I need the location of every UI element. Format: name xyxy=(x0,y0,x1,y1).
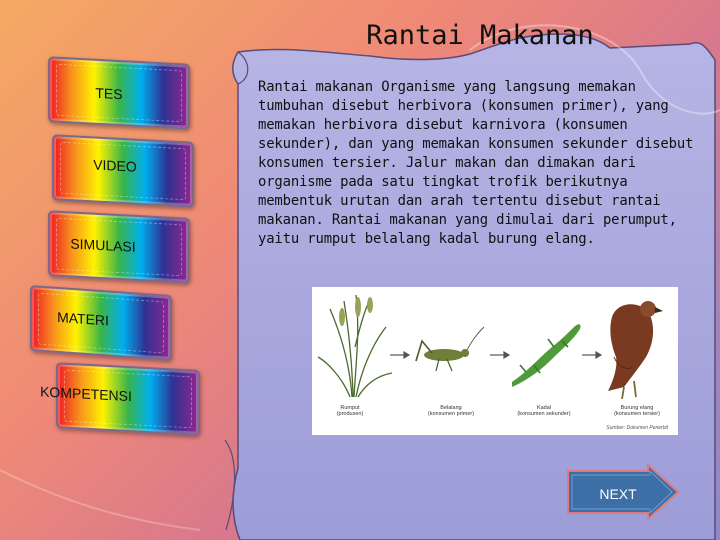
nav-label-simulasi: SIMULASI xyxy=(70,235,136,255)
nav-label-video: VIDEO xyxy=(93,156,137,175)
caption-lizard-name: Kadal xyxy=(536,405,552,411)
grass-illustration xyxy=(318,295,392,397)
next-button[interactable] xyxy=(566,463,680,521)
caption-eagle-name: Burung elang xyxy=(620,405,654,411)
nav-button-video[interactable] xyxy=(52,134,194,207)
arrow-icon xyxy=(390,352,409,358)
grasshopper-illustration xyxy=(416,327,484,371)
body-text: Rantai makanan Organisme yang langsung memakan tumbuhan disebut herbivora (konsumen primer), yang memakan herbivora disebut karnivora (konsumen sekunder), dan yang memakan konsumen sekunder disebut konsumen tersier. Jalur makan dan dimakan dari organisme pada satu tingkat trofik berikutnya membentuk urutan dan arah tertentu disebut rantai makanan. Rantai makanan yang dimulai dari perumput, yaitu rumput belalang kadal burung elang. xyxy=(258,79,694,247)
nav-label-tes: TES xyxy=(95,84,123,103)
caption-lizard xyxy=(506,405,582,417)
caption-grass xyxy=(320,405,380,417)
page-title: Rantai Makanan xyxy=(366,20,594,51)
caption-grasshopper-role: (konsumen primer) xyxy=(427,411,475,417)
nav-label-materi: MATERI xyxy=(57,308,109,329)
arrow-icon xyxy=(490,352,509,358)
caption-eagle xyxy=(602,405,672,417)
caption-eagle-role: (konsumen tersier) xyxy=(614,411,660,417)
caption-grass-name: Rumput xyxy=(340,405,360,411)
nav-button-materi[interactable] xyxy=(30,285,172,361)
caption-grass-role: (produsen) xyxy=(336,411,364,417)
eagle-illustration xyxy=(608,301,663,399)
caption-grasshopper-name: Belalang xyxy=(440,405,462,411)
nav-label-kompetensi: KOMPETENSI xyxy=(40,383,132,405)
nav-button-simulasi[interactable] xyxy=(48,210,190,283)
decorative-swirl xyxy=(0,470,200,530)
arrow-icon xyxy=(582,352,601,358)
figure-source: Sumber: Dokumen Penerbit xyxy=(606,425,668,431)
caption-grasshopper xyxy=(416,405,486,417)
nav-button-tes[interactable] xyxy=(48,56,190,129)
nav-button-kompetensi[interactable] xyxy=(40,362,200,436)
caption-lizard-role: (konsumen sekunder) xyxy=(517,411,571,417)
next-button-label: NEXT xyxy=(599,486,637,502)
lizard-illustration xyxy=(512,324,581,387)
food-chain-figure xyxy=(312,287,678,435)
panel-fold xyxy=(225,440,235,530)
